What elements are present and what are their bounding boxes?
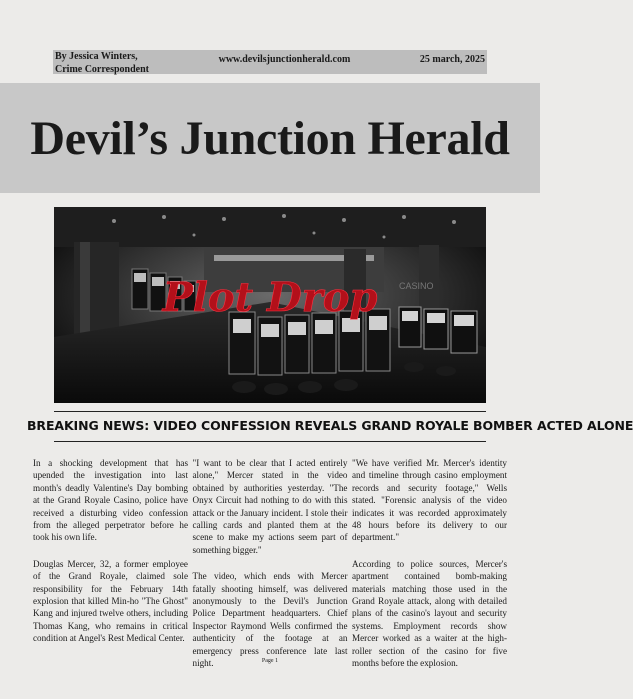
issue-date: 25 march, 2025 [419,54,485,65]
headline-rule-bottom [54,441,486,442]
article-body [33,457,507,684]
article-headline: BREAKING NEWS: VIDEO CONFESSION REVEALS GRAND ROYALE BOMBER ACTED ALONE [27,418,633,433]
newspaper-title: Devil’s Junction Herald [30,111,510,165]
article-column-3 [352,457,507,684]
masthead [0,83,540,193]
headline-rule-top [54,411,486,412]
byline [53,50,149,76]
casino-photo [54,207,486,403]
article-paragraph: The video, which ends with Mercer fatally shooting himself, was delivered anonymously to the Devil's Junction Police Department headquarters. Chief Inspector Raymond Wells confirmed the authenticity of the footage at an emergency press conference late last night. [192,571,348,669]
website-link[interactable]: www.devilsjunctionherald.com [218,54,351,65]
article-paragraph: Douglas Mercer, 32, a former employee of the Grand Royale, claimed sole responsibility for the February 14th explosion that killed Min-ho "The Ghost" Kang and injured twelve others, including Thomas Kang, who remains in critical condition at Angel's Rest Medical Center. [33,558,188,644]
casino-floor-image [54,207,486,403]
article-paragraph: "We have verified Mr. Mercer's identity and timeline through casino employment records and security footage," Wells stated. "Forensic analysis of the video indicates it was recorded approximately 48 hours before its delivery to our department." [352,458,507,543]
byline-role: Crime Correspondent [55,64,149,75]
byline-name: By Jessica Winters, [55,51,138,62]
header-bar [53,50,487,74]
article-paragraph: In a shocking development that has upended the investigation into last month's deadly Valentine's Day bombing at the Grand Royale Casino, police have received a disturbing video confession from the alleged perpetrator before he took his own life. [33,458,188,543]
page-number: Page 1 [261,658,279,664]
article-paragraph: "I want to be clear that I acted entirely alone," Mercer stated in the video obtained by authorities yesterday. "The Onyx Circuit had nothing to do with this attack or the January incident. I stole their calling cards and planted them at the scene to make my actions seem part of something bigger." [192,458,348,555]
article-paragraph: According to police sources, Mercer's apartment contained bomb-making materials matching those used in the Grand Royale attack, along with detailed plans of the casino's layout and security systems. Employment records show Mercer worked as a waiter at the high-roller section of the casino for five months before the explosion. [352,558,507,669]
article-column-2 [193,457,348,684]
svg-text:CASINO: CASINO [399,281,434,291]
plot-drop-overlay: Plot Drop [162,274,378,321]
article-column-1 [33,457,188,684]
